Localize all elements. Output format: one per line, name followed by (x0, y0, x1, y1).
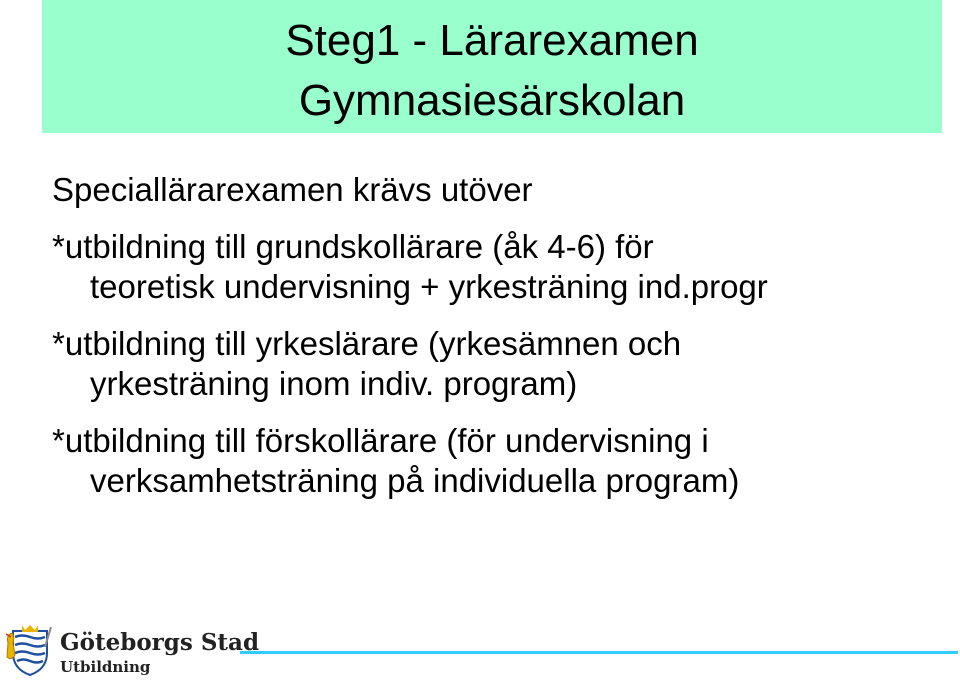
slide-title-line-1: Steg1 - Lärarexamen (285, 16, 699, 65)
gothenburg-lion-crest-icon (5, 623, 55, 677)
list-item-3-line-1: *utbildning till förskollärare (för undervisning i (52, 422, 709, 459)
list-item-2-line-1: *utbildning till yrkeslärare (yrkesämnen och (52, 325, 682, 362)
footer-divider (240, 651, 958, 654)
organization-name: Göteborgs Stad (60, 629, 260, 656)
intro-text: Speciallärarexamen krävs utöver (52, 171, 533, 208)
list-item-3-line-2: verksamhetsträning på individuella program) (90, 462, 740, 499)
slide-title-line-2: Gymnasiesärskolan (298, 76, 686, 125)
slide-body (52, 170, 942, 501)
list-item-1-line-2: teoretisk undervisning + yrkesträning ind.progr (90, 268, 768, 305)
organization-unit: Utbildning (60, 658, 151, 676)
title-banner (42, 0, 942, 133)
list-item-1-line-1: *utbildning till grundskollärare (åk 4-6) för (52, 228, 654, 265)
list-item-2-line-2: yrkesträning inom indiv. program) (90, 365, 578, 402)
